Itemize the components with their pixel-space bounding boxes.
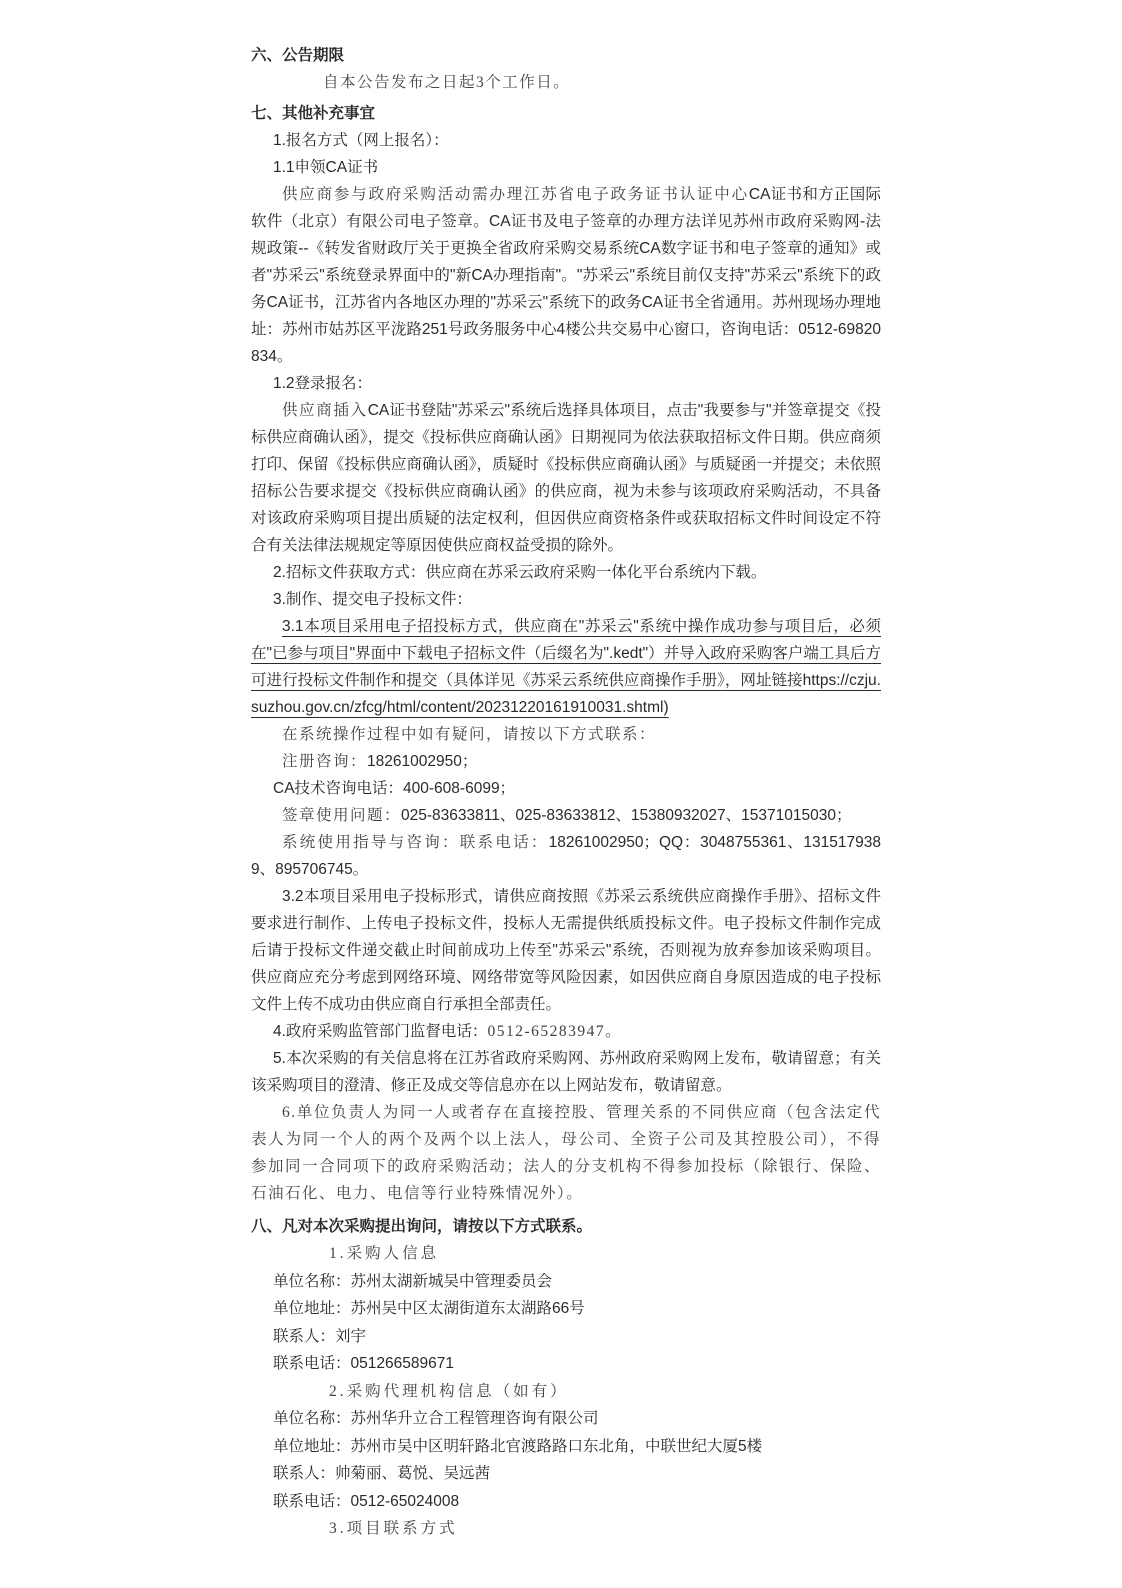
purchaser-info-title-run: 1.采购人信息 [329, 1245, 440, 1262]
announcement-period-text [251, 69, 881, 96]
announcement-period-run: 自本公告发布之日起3个工作日。 [323, 74, 571, 91]
system-help-intro [251, 721, 881, 748]
agency-address: 单位地址：苏州市吴中区明轩路北官渡路路口东北角，中联世纪大厦5楼 [273, 1437, 763, 1455]
login-signup-serif-run: 供应商插入 [282, 402, 368, 419]
section-8-heading: 八、凡对本次采购提出询问，请按以下方式联系。 [251, 1218, 593, 1235]
login-signup-sans-run: CA证书登陆"苏采云"系统后选择具体项目，点击"我要参与"并签章提交《投标供应商确认函》，提交《投标供应商确认函》日期视同为依法获取招标文件日期。供应商须打印、保留《投标供应商确认函》，质疑时《投标供应商确认函》与质疑函一并提交；未依照招标公告要求提交《投标供应商确认函》的供应商，视为未参与该项政府采购活动，不具备对该政府采购项目提出质疑的法定权利，但因供应商资格条件或获取招标文件时间设定不符合有关法律法规规定等原因使供应商权益受损的除外。 [251, 402, 881, 554]
project-contact-title-run: 3.项目联系方式 [329, 1520, 458, 1537]
agency-info-title [251, 1378, 881, 1406]
item-3-2-paragraph: 3.2本项目采用电子投标形式，请供应商按照《苏采云系统供应商操作手册》、招标文件要求进行制作、上传电子投标文件，投标人无需提供纸质投标文件。电子投标文件制作完成后请于投标文件递交截止时间前成功上传至"苏采云"系统，否则视为放弃参加该采购项目。供应商应充分考虑到网络环境、网络带宽等风险因素，如因供应商自身原因造成的电子投标文件上传不成功由供应商自行承担全部责任。 [251, 888, 881, 1013]
system-help-intro-run: 在系统操作过程中如有疑问，请按以下方式联系： [282, 726, 657, 743]
section-7-heading: 七、其他补充事宜 [251, 105, 376, 122]
procurement-manual-url: https://czju.suzhou.gov.cn/zfcg/html/content/20231220161910031.shtml) [251, 672, 881, 716]
purchaser-info-title [251, 1240, 881, 1268]
purchaser-name: 单位名称：苏州太湖新城吴中管理委员会 [273, 1272, 553, 1290]
ca-certificate-sans-run: CA证书和方正国际软件（北京）有限公司电子签章。CA证书及电子签章的办理方法详见苏州市政府采购网-法规政策--《转发省财政厅关于更换全省政府采购交易系统CA数字证书和电子签章的通知》或者"苏采云"系统登录界面中的"新CA办理指南"。"苏采云"系统目前仅支持"苏采云"系统下的政务CA证书，江苏省内各地区办理的"苏采云"系统下的政务CA证书全省通用。苏州现场办理地址：苏州市姑苏区平泷路251号政务服务中心4楼公共交易中心窗口，咨询电话：0512-69820834。 [251, 186, 881, 365]
item-4-label: 4.政府采购监管部门监督电话： [273, 1023, 488, 1040]
purchaser-address: 单位地址：苏州吴中区太湖街道东太湖路66号 [273, 1300, 585, 1317]
signature-issues-line [251, 802, 881, 829]
item-1-2-login-signup-title: 1.2登录报名： [273, 375, 373, 392]
registration-consult-label: 注册咨询： [282, 753, 368, 770]
purchaser-phone: 联系电话：051266589671 [273, 1355, 454, 1372]
item-4-supervision-phone [251, 1018, 881, 1045]
project-contact-title [251, 1515, 881, 1543]
signature-issues-label: 签章使用问题： [282, 807, 402, 824]
signature-issues-numbers: 025-83633811、025-83633812、15380932027、15371015030； [401, 807, 852, 824]
item-3-1-text-run: 3.1本项目采用电子招投标方式，供应商在"苏采云"系统中操作成功参与项目后，必须在"已参与项目"界面中下载电子招标文件（后缀名为".kedt"）并导入政府采购客户端工具后方可进行投标文件制作和提交（具体详见《苏采云系统供应商操作手册》，网址链接 [251, 618, 881, 689]
ca-hotline-line: CA技术咨询电话：400-608-6099； [273, 780, 516, 797]
system-guidance-label: 系统使用指导与咨询：联系电话： [282, 834, 549, 851]
registration-consult-number: 18261002950； [367, 753, 478, 770]
item-1-signup-method: 1.报名方式（网上报名）： [273, 132, 449, 149]
contact-info-block [251, 1240, 881, 1543]
agency-phone: 联系电话：0512-65024008 [273, 1492, 460, 1510]
agency-contact-person: 联系人：帅菊丽、葛悦、吴远茜 [273, 1465, 491, 1482]
purchaser-contact-person: 联系人：刘宇 [273, 1327, 367, 1345]
system-guidance-numbers: 18261002950；QQ：3048755361、1315179389、895706745。 [251, 834, 881, 878]
system-guidance-line [251, 829, 881, 883]
registration-consult-line [251, 748, 881, 775]
ca-certificate-serif-run: 供应商参与政府采购活动需办理江苏省电子政务证书认证中心 [282, 186, 749, 203]
agency-info-title-run: 2.采购代理机构信息（如有） [329, 1382, 569, 1400]
section-6-heading: 六、公告期限 [251, 47, 345, 64]
item-3-ebid-documents-title: 3.制作、提交电子投标文件： [273, 591, 472, 608]
item-6-serif-run: 6.单位负责人为同一人或者存在直接控股、管理关系的不同供应商（包含法定代表人为同一个人的两个及两个以上法人，母公司、全资子公司及其控股公司），不得参加同一合同项下的政府采购活动；法人的分支机构不得参加投标（除银行、保险、石油石化、电力、电信等行业特殊情况外）。 [251, 1104, 881, 1202]
item-6-related-suppliers [251, 1099, 881, 1207]
ca-certificate-paragraph [251, 181, 881, 370]
item-3-1-underlined-paragraph [251, 613, 881, 721]
login-signup-paragraph [251, 397, 881, 559]
item-5-info-release: 5.本次采购的有关信息将在江苏省政府采购网、苏州政府采购网上发布，敬请留意；有关该采购项目的澄清、修正及成交等信息亦在以上网站发布，敬请留意。 [251, 1050, 881, 1094]
item-1-1-ca-certificate-title: 1.1申领CA证书 [273, 159, 379, 176]
item-4-number: 0512-65283947。 [487, 1023, 623, 1040]
agency-name: 单位名称：苏州华升立合工程管理咨询有限公司 [273, 1410, 599, 1427]
document-content [251, 42, 881, 1543]
item-2-document-acquisition: 2.招标文件获取方式：供应商在苏采云政府采购一体化平台系统内下载。 [273, 564, 767, 581]
